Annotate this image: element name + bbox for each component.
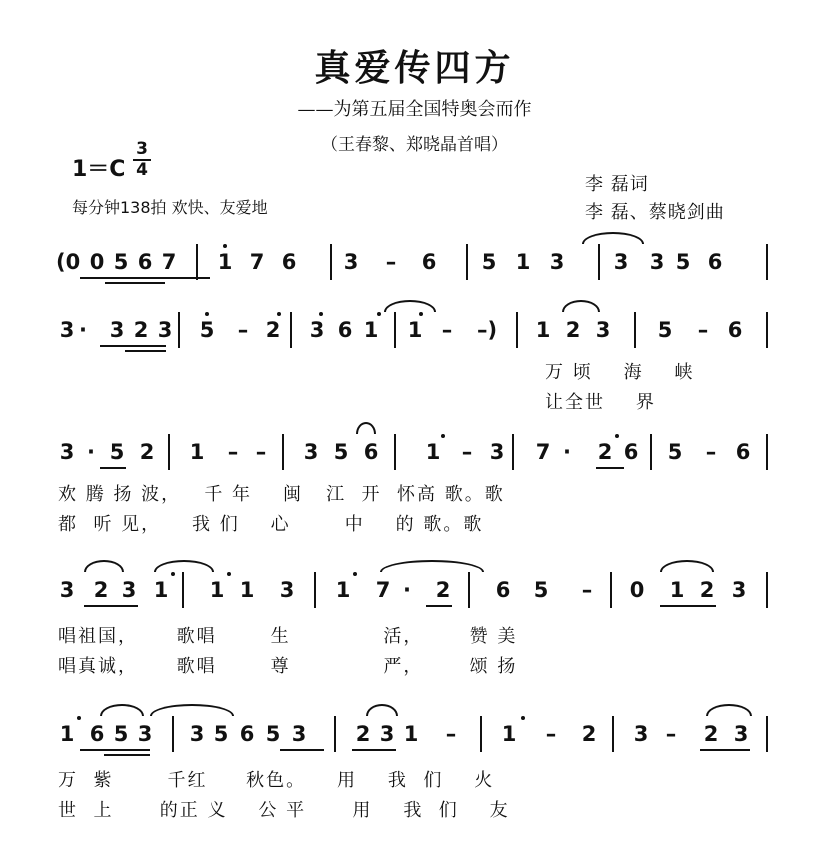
bar-line	[172, 716, 174, 752]
note: ·	[87, 440, 95, 464]
note: 6	[735, 440, 751, 464]
note: 3	[279, 578, 295, 602]
bar-line	[766, 244, 768, 280]
bar-line	[290, 312, 292, 348]
bar-line	[598, 244, 600, 280]
note: 5	[113, 722, 129, 746]
tie-slur	[356, 422, 376, 434]
note: 6	[363, 440, 379, 464]
note: 1	[407, 318, 423, 342]
lyricist-credit: 李 磊词	[585, 174, 649, 195]
note: 3	[291, 722, 307, 746]
note: 5	[657, 318, 673, 342]
note: 3	[731, 578, 747, 602]
note: 3	[109, 318, 125, 342]
note: 7	[161, 250, 177, 274]
note: 2	[699, 578, 715, 602]
note: 7	[249, 250, 265, 274]
bar-line	[282, 434, 284, 470]
bar-line	[466, 244, 468, 280]
octave-dot	[353, 572, 357, 576]
note: 5	[533, 578, 549, 602]
note: –	[665, 722, 677, 746]
note: 6	[727, 318, 743, 342]
octave-dot	[521, 716, 525, 720]
note: 2	[139, 440, 155, 464]
beam-underline	[596, 467, 624, 469]
note: 6	[495, 578, 511, 602]
tie-slur	[582, 232, 644, 244]
song-subtitle: ——为第五届全国特奥会而作	[297, 99, 532, 120]
bar-line	[178, 312, 180, 348]
note: 6	[337, 318, 353, 342]
octave-dot	[441, 434, 445, 438]
note: 5	[481, 250, 497, 274]
lyrics-verse-2: 都 听 见， 我 们 心 中 的 歌。歌	[58, 514, 484, 535]
octave-dot	[277, 312, 281, 316]
bar-line	[182, 572, 184, 608]
octave-dot	[223, 244, 227, 248]
beam-underline	[280, 749, 324, 751]
tie-slur	[384, 300, 436, 312]
octave-dot	[205, 312, 209, 316]
time-signature	[133, 140, 151, 180]
bar-line	[766, 312, 768, 348]
note: 1	[335, 578, 351, 602]
beam-underline	[84, 605, 138, 607]
beam-underline	[426, 605, 452, 607]
note: 3	[595, 318, 611, 342]
lyrics-verse-1: 万 紫 千红 秋色。 用 我 们 火	[58, 770, 495, 791]
note: 1	[403, 722, 419, 746]
bar-line	[766, 572, 768, 608]
octave-dot	[319, 312, 323, 316]
octave-dot	[377, 312, 381, 316]
beam-underline	[105, 282, 165, 284]
bar-line	[468, 572, 470, 608]
beam-underline	[700, 749, 750, 751]
note: 5	[213, 722, 229, 746]
note: –	[255, 440, 267, 464]
note: –	[385, 250, 397, 274]
note: 1	[535, 318, 551, 342]
bar-line	[394, 312, 396, 348]
note: 2	[355, 722, 371, 746]
note: (0	[56, 250, 81, 274]
note: 1	[239, 578, 255, 602]
tie-slur	[100, 704, 144, 716]
note: 3	[189, 722, 205, 746]
note: –	[461, 440, 473, 464]
note: 2	[565, 318, 581, 342]
note: 6	[623, 440, 639, 464]
note: 1	[59, 722, 75, 746]
note: –	[237, 318, 249, 342]
beam-underline	[125, 350, 166, 352]
composer-credit: 李 磊、蔡晓剑曲	[585, 202, 725, 223]
note: 0	[629, 578, 645, 602]
note: 2	[597, 440, 613, 464]
bar-line	[610, 572, 612, 608]
note: –	[227, 440, 239, 464]
beam-underline	[104, 754, 150, 756]
note: –)	[476, 318, 498, 342]
beam-underline	[100, 467, 126, 469]
tie-slur	[660, 560, 714, 572]
bar-line	[512, 434, 514, 470]
bar-line	[634, 312, 636, 348]
bar-line	[650, 434, 652, 470]
beam-underline	[80, 277, 210, 279]
bar-line	[480, 716, 482, 752]
note: 6	[707, 250, 723, 274]
note: 2	[703, 722, 719, 746]
lyrics-verse-1: 万 顷 海 峡	[545, 362, 695, 383]
note: 2	[93, 578, 109, 602]
note: –	[545, 722, 557, 746]
note: 1	[217, 250, 233, 274]
lyrics-verse-2: 让全世 界	[545, 392, 656, 413]
note: 3	[613, 250, 629, 274]
note: 1	[153, 578, 169, 602]
note: –	[445, 722, 457, 746]
note: 3	[59, 440, 75, 464]
lyrics-verse-2: 唱真诚， 歌唱 尊 严， 颂 扬	[58, 656, 518, 677]
note: 0	[89, 250, 105, 274]
note: 3	[633, 722, 649, 746]
beam-underline	[660, 605, 716, 607]
note: 6	[281, 250, 297, 274]
note: 6	[239, 722, 255, 746]
tie-slur	[562, 300, 600, 312]
note: 3	[343, 250, 359, 274]
note: 5	[199, 318, 215, 342]
note: 3	[137, 722, 153, 746]
tempo-marking: 每分钟138拍 欢快、友爱地	[72, 198, 268, 217]
note: 2	[435, 578, 451, 602]
note: 6	[89, 722, 105, 746]
note: 1	[669, 578, 685, 602]
note: 1	[425, 440, 441, 464]
note: ·	[79, 318, 87, 342]
time-sig-top: 3	[136, 139, 148, 159]
note: –	[705, 440, 717, 464]
note: 6	[421, 250, 437, 274]
note: –	[697, 318, 709, 342]
bar-line	[394, 434, 396, 470]
lyrics-verse-1: 唱祖国， 歌唱 生 活， 赞 美	[58, 626, 518, 647]
note: 5	[109, 440, 125, 464]
note: 5	[667, 440, 683, 464]
tie-slur	[706, 704, 752, 716]
note: ·	[403, 578, 411, 602]
note: 5	[333, 440, 349, 464]
note: 3	[649, 250, 665, 274]
octave-dot	[419, 312, 423, 316]
octave-dot	[615, 434, 619, 438]
bar-line	[314, 572, 316, 608]
note: –	[581, 578, 593, 602]
note: 3	[59, 318, 75, 342]
lyrics-verse-1: 欢 腾 扬 波， 千 年 闽 江 开 怀高 歌。歌	[58, 484, 505, 505]
bar-line	[516, 312, 518, 348]
tie-slur	[380, 560, 484, 572]
note: 3	[59, 578, 75, 602]
note: 6	[137, 250, 153, 274]
tie-slur	[154, 560, 214, 572]
note: 2	[581, 722, 597, 746]
beam-underline	[352, 749, 396, 751]
note: 5	[265, 722, 281, 746]
note: 5	[113, 250, 129, 274]
note: 3	[489, 440, 505, 464]
octave-dot	[77, 716, 81, 720]
singers-note: （王春黎、郑晓晶首唱）	[321, 135, 508, 155]
note: 2	[265, 318, 281, 342]
note: 1	[515, 250, 531, 274]
lyrics-verse-2: 世 上 的正 义 公 平 用 我 们 友	[58, 800, 510, 821]
note: 1	[189, 440, 205, 464]
note: 7	[535, 440, 551, 464]
note: 3	[309, 318, 325, 342]
bar-line	[330, 244, 332, 280]
bar-line	[168, 434, 170, 470]
time-sig-bottom: 4	[133, 159, 151, 180]
bar-line	[612, 716, 614, 752]
note: 3	[379, 722, 395, 746]
note: 3	[549, 250, 565, 274]
beam-underline	[80, 749, 150, 751]
tie-slur	[366, 704, 398, 716]
note: 1	[209, 578, 225, 602]
bar-line	[766, 716, 768, 752]
bar-line	[196, 244, 198, 280]
tie-slur	[84, 560, 124, 572]
note: 3	[303, 440, 319, 464]
bar-line	[766, 434, 768, 470]
note: 3	[733, 722, 749, 746]
note: ·	[563, 440, 571, 464]
song-title: 真爱传四方	[314, 47, 515, 89]
note: 1	[501, 722, 517, 746]
note: 7	[375, 578, 391, 602]
note: 3	[157, 318, 173, 342]
note: 3	[121, 578, 137, 602]
note: 5	[675, 250, 691, 274]
octave-dot	[227, 572, 231, 576]
note: 1	[363, 318, 379, 342]
octave-dot	[171, 572, 175, 576]
note: 2	[133, 318, 149, 342]
tie-slur	[150, 704, 234, 716]
key-signature: 1＝C	[72, 157, 126, 182]
beam-underline	[100, 345, 166, 347]
bar-line	[334, 716, 336, 752]
note: –	[441, 318, 453, 342]
